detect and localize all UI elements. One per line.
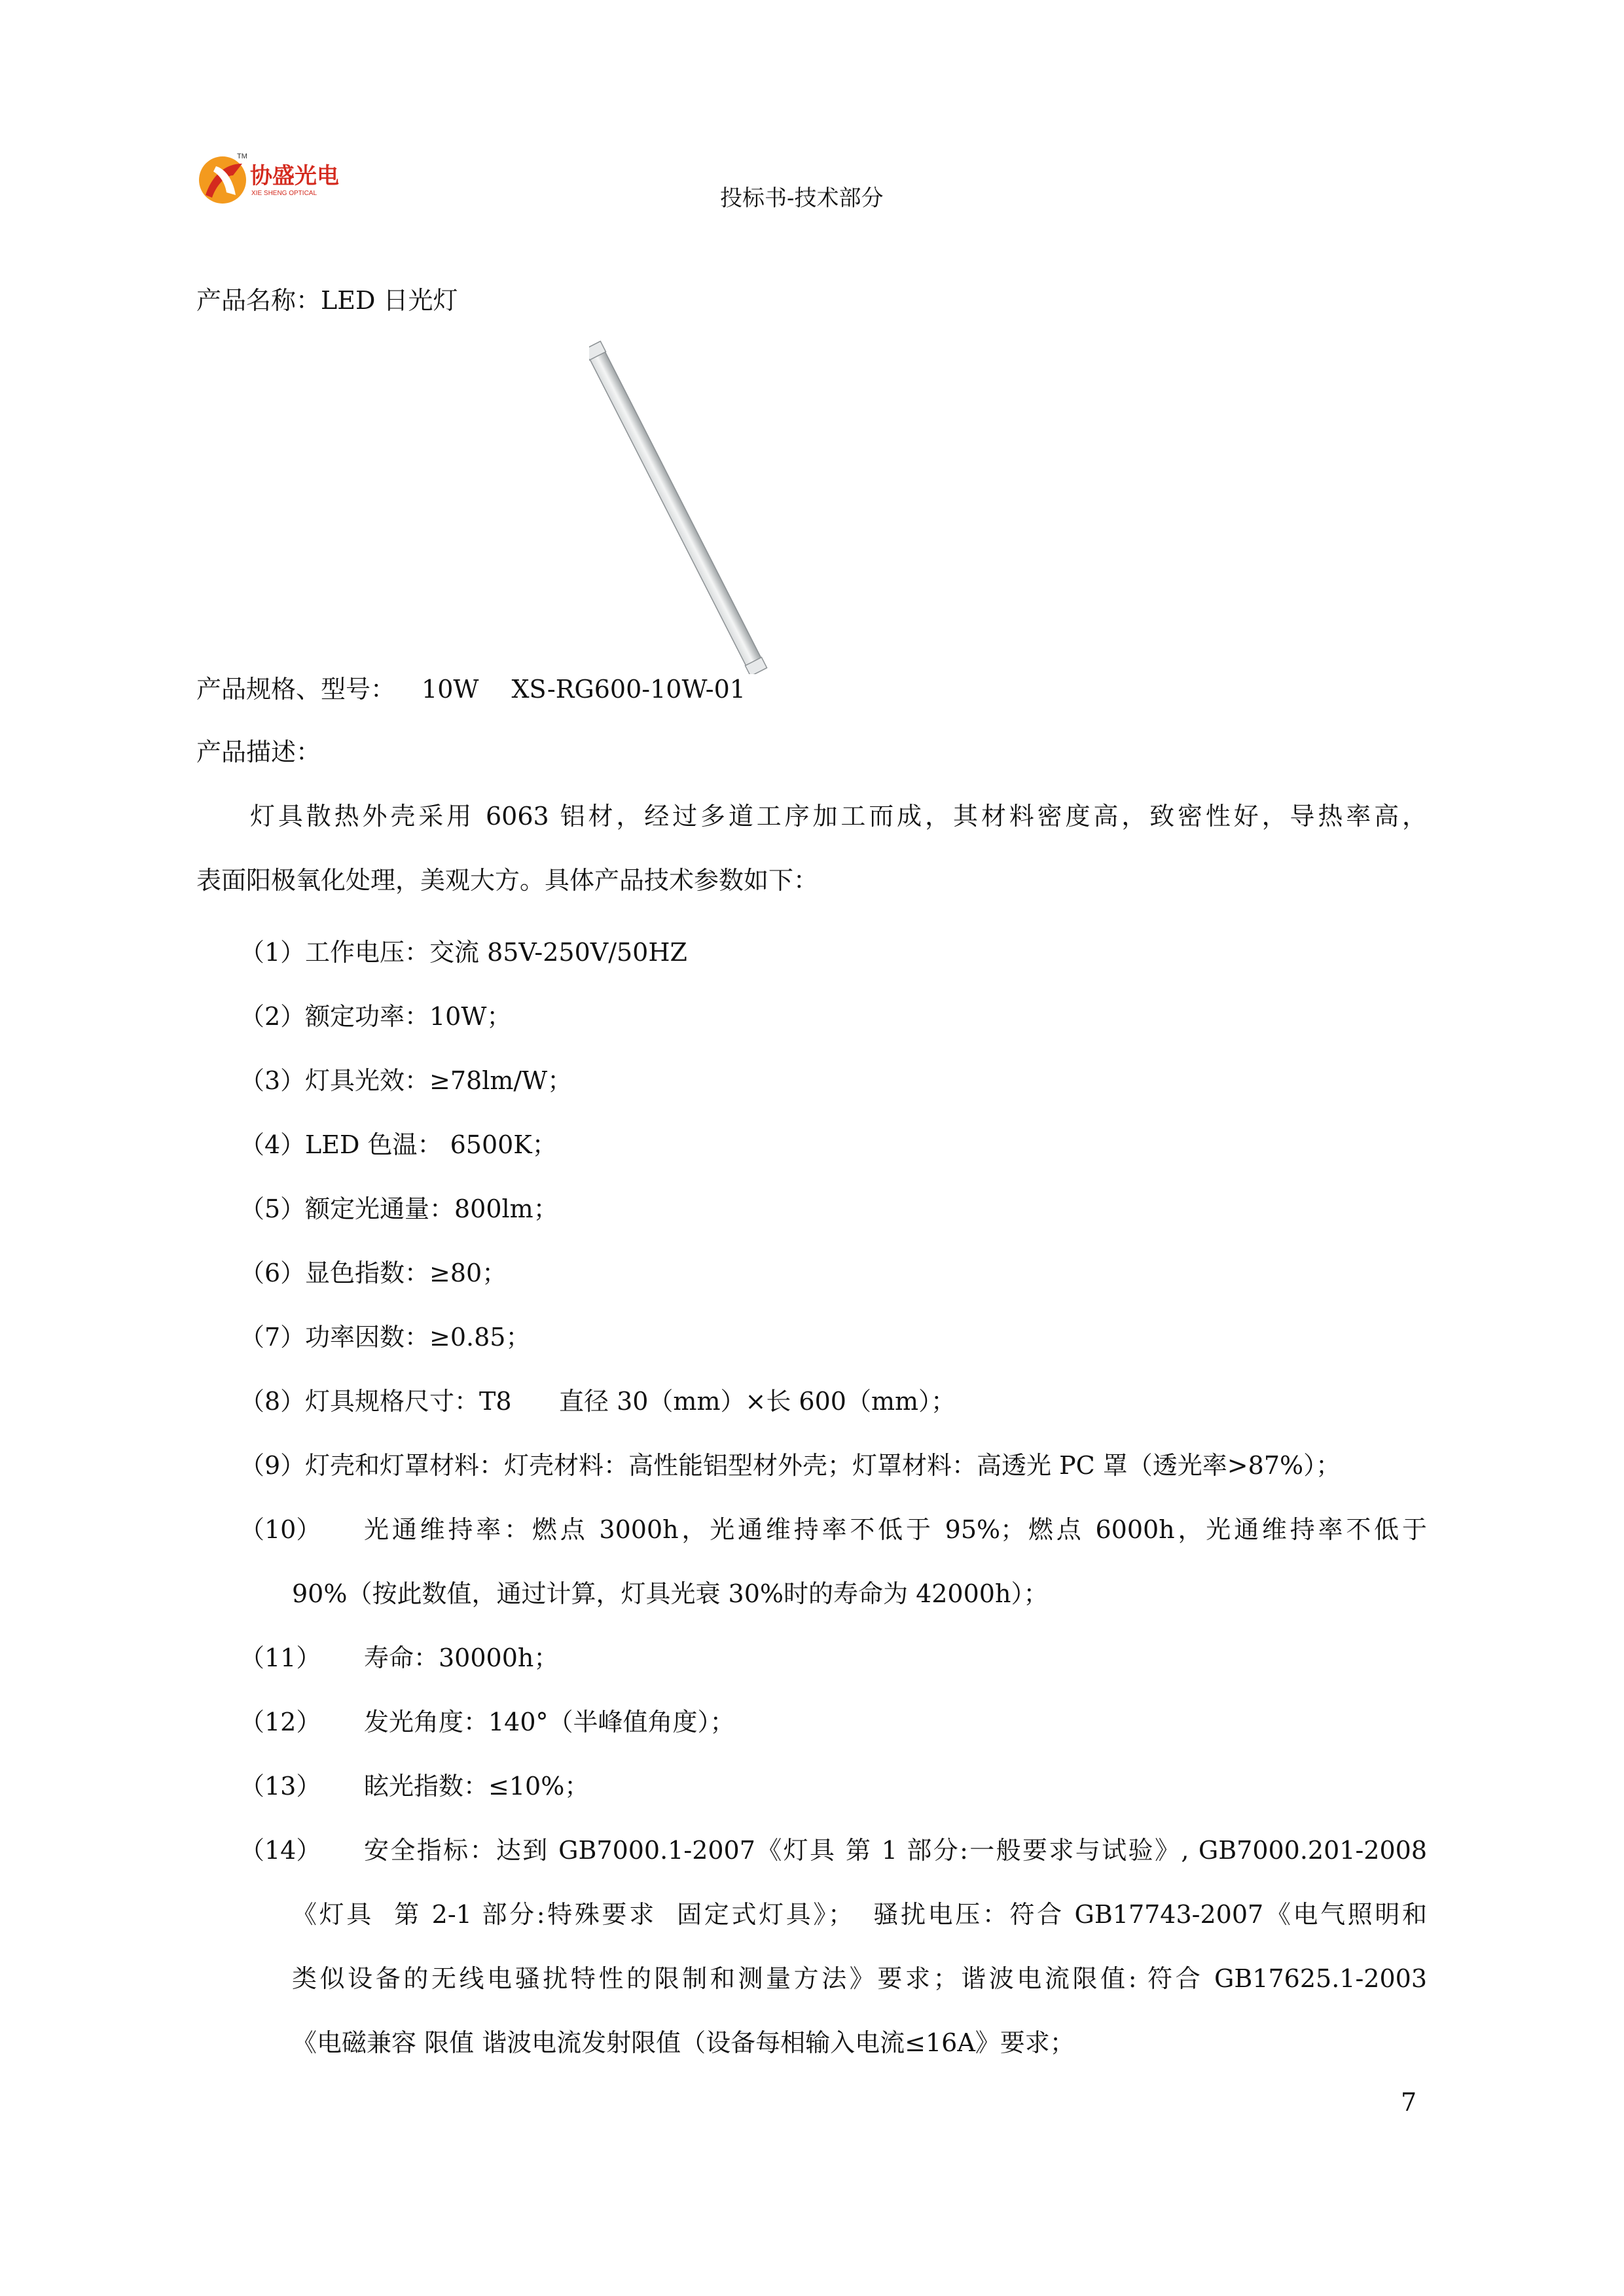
xiesheng-logo-icon (196, 149, 347, 208)
param-text: 灯壳和灯罩材料：灯壳材料：高性能铝型材外壳；灯罩材料：高透光 PC 罩（透光率>87%）； (305, 1451, 1341, 1480)
product-image (589, 334, 903, 674)
param-number: （12） (240, 1708, 321, 1736)
param-text: 灯具光效：≥78lm/W； (305, 1066, 573, 1095)
param-number: （14） (240, 1836, 321, 1865)
param-item-6 (240, 1253, 507, 1289)
param-number: （9） (240, 1451, 306, 1480)
param-item-14 (240, 1830, 1427, 1866)
param-number: （3） (240, 1066, 306, 1095)
param-number: （8） (240, 1387, 306, 1416)
product-name: 产品名称：LED 日光灯 (196, 286, 458, 315)
company-logo (196, 149, 347, 208)
description-label: 产品描述： (196, 738, 321, 766)
page-number: 7 (1401, 2088, 1417, 2117)
param-item-1 (240, 932, 687, 968)
param-text: 额定功率：10W； (305, 1002, 512, 1031)
param-item-11 (240, 1638, 558, 1674)
param-number: （13） (240, 1772, 321, 1801)
param-item-2 (240, 996, 511, 1032)
param-item-14-line-2: 《灯具 第 2-1 部分:特殊要求 固定式灯具》； 骚扰电压：符合 GB17743-2007《电气照明和 (292, 1900, 1427, 1929)
param-item-7 (240, 1317, 530, 1353)
param-number: （10） (240, 1515, 321, 1544)
param-item-4 (240, 1124, 557, 1160)
param-number: （7） (240, 1323, 306, 1352)
param-item-14-line-3: 类似设备的无线电骚扰特性的限制和测量方法》要求；谐波电流限值: 符合 GB17625.1-2003 (292, 1964, 1427, 1993)
header-title: 投标书-技术部分 (720, 185, 884, 211)
param-item-3 (240, 1060, 572, 1096)
led-tube-icon (589, 334, 903, 674)
param-number: （1） (240, 938, 306, 967)
param-text: 工作电压：交流 85V-250V/50HZ (305, 938, 687, 967)
param-text: 灯具规格尺寸：T8 直径 30（mm）×长 600（mm）； (305, 1387, 956, 1416)
param-text: 安全指标：达到 GB7000.1-2007《灯具 第 1 部分:一般要求与试验》, GB7000.201-2008 (364, 1836, 1427, 1865)
product-spec-line (196, 677, 746, 702)
param-text: LED 色温： 6500K； (305, 1130, 557, 1159)
description-line-2: 表面阳极氧化处理，美观大方。具体产品技术参数如下： (196, 866, 819, 895)
spec-power: 10W (422, 675, 479, 704)
param-text: 额定光通量：800lm； (305, 1194, 558, 1223)
param-item-10-continued: 90%（按此数值，通过计算，灯具光衰 30%时的寿命为 42000h）； (292, 1579, 1049, 1608)
param-item-10 (240, 1509, 1427, 1545)
param-text: 发光角度：140°（半峰值角度）； (364, 1708, 735, 1736)
svg-text:XIE SHENG OPTICAL: XIE SHENG OPTICAL (251, 190, 317, 197)
param-item-8 (240, 1381, 956, 1417)
param-number: （11） (240, 1643, 321, 1672)
param-item-12 (240, 1702, 735, 1738)
param-text: 功率因数：≥0.85； (305, 1323, 531, 1352)
param-item-14-line-4: 《电磁兼容 限值 谐波电流发射限值（设备每相输入电流≤16A》要求； (292, 2028, 1075, 2057)
param-item-13 (240, 1766, 589, 1802)
param-item-5 (240, 1189, 558, 1225)
spec-model: XS-RG600-10W-01 (511, 675, 746, 704)
param-item-9 (240, 1445, 1341, 1481)
param-number: （2） (240, 1002, 306, 1031)
param-text: 显色指数：≥80； (305, 1259, 507, 1287)
param-number: （5） (240, 1194, 306, 1223)
param-number: （4） (240, 1130, 306, 1159)
param-text: 眩光指数：≤10%； (364, 1772, 590, 1801)
param-text: 光通维持率：燃点 3000h，光通维持率不低于 95%；燃点 6000h，光通维持率不低于 (364, 1515, 1427, 1544)
spec-label: 产品规格、型号： (196, 675, 396, 704)
svg-text:TM: TM (237, 152, 247, 160)
param-text: 寿命：30000h； (364, 1643, 559, 1672)
param-number: （6） (240, 1259, 306, 1287)
description-line-1: 灯具散热外壳采用 6063 铝材，经过多道工序加工而成，其材料密度高，致密性好，导热率高， (250, 802, 1427, 831)
svg-text:协盛光电: 协盛光电 (250, 163, 339, 189)
